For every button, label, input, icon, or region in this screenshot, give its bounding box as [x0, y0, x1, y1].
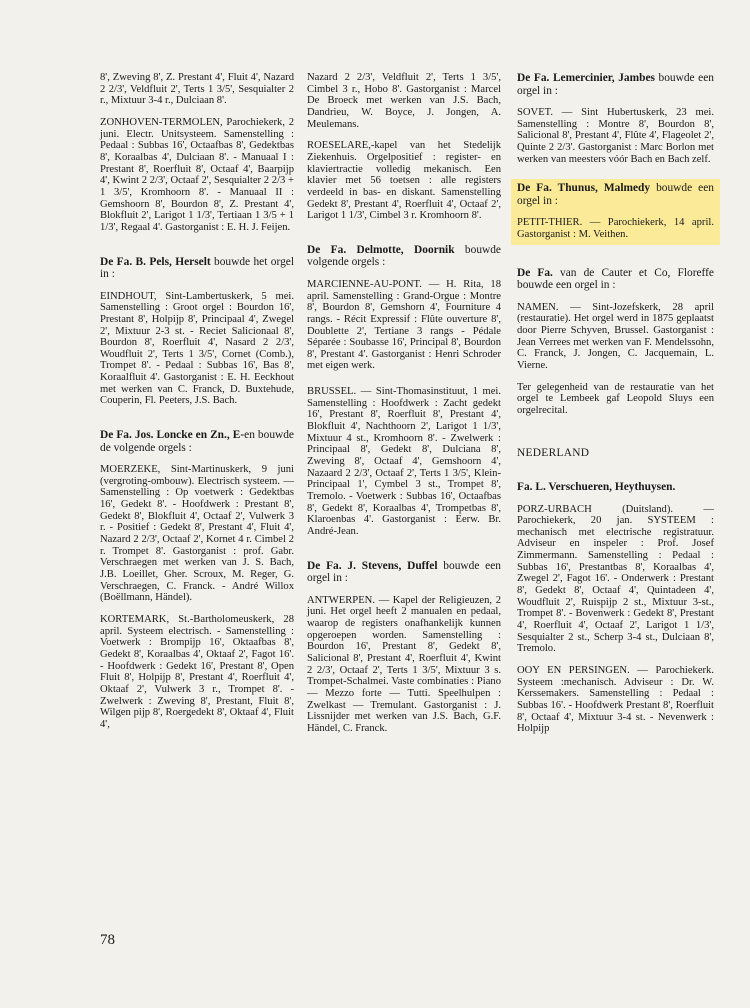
- spacer: [307, 585, 501, 595]
- paragraph: KORTEMARK, St.-Bartholomeuskerk, 28 april. Systeem electrisch. - Samenstelling : Voetwerk : Brompijp 16', Oktaafbas 8', Gedekt 8', Koraalbas 4', Oktaaf 2', Fagot 16'. - Hoofdwerk : Gedekt 16', Prestant 8', Open Fluit 8', Holpijp 8', Prestant 4', Roerfluit 4', Oktaaf 2', Vulwerk 3 r., Trompet 8'. - Zwelwerk : Zweving 8', Prestant, Fluit 8', Wilgen pijp 8', Roergedekt 8', Oktaaf 4', Fluit 4',: [100, 613, 297, 730]
- paragraph: 8', Zweving 8', Z. Prestant 4', Fluit 4', Nazard 2 2/3', Veldfluit 2', Terts 1 3/5', Sesquialter 2 r., Mixtuur 3-4 r., Dulciaan 8'.: [100, 72, 297, 107]
- spacer: [517, 292, 714, 302]
- spacer: [517, 372, 714, 382]
- spacer: [517, 494, 714, 504]
- builder-heading-rest: bouwde een orgel in :: [307, 559, 504, 585]
- highlighted-entry: [511, 179, 720, 244]
- paragraph: PETIT-THIER. — Parochiekerk, 14 april. Gastorganist : M. Veithen.: [517, 217, 717, 240]
- column-3: [517, 72, 717, 735]
- builder-name: De Fa.: [517, 266, 553, 279]
- spacer: [307, 538, 501, 560]
- spacer: [517, 655, 714, 665]
- builder-heading-rest: bouwde een orgel in :: [517, 182, 717, 207]
- spacer: [100, 454, 294, 464]
- builder-heading-rest: bouwde een orgel in :: [517, 72, 717, 97]
- paragraph: Ter gelegenheid van de restauratie van het orgel te Lembeek gaf Leopold Sluys een orgelrecital.: [517, 381, 717, 416]
- spacer: [307, 130, 501, 140]
- builder-name: De Fa. J. Stevens, Duffel: [307, 559, 438, 572]
- builder-heading: [100, 255, 297, 281]
- builder-name: De Fa. Jos. Loncke en Zn., E-: [100, 429, 245, 442]
- paragraph: Nazard 2 2/3', Veldfluit 2', Terts 1 3/5', Cimbel 3 r., Hobo 8'. Gastorganist : Marcel De Broeck met werken van J.S. Bach, Dandrieu, W. Boyce, J. Jongen, A. Meulemans.: [307, 72, 504, 130]
- column-2: [307, 72, 504, 735]
- spacer: [100, 234, 294, 256]
- spacer: [307, 372, 501, 386]
- spacer: [100, 407, 294, 429]
- builder-heading: [307, 559, 504, 585]
- paragraph: NAMEN. — Sint-Jozefskerk, 28 april (restauratie). Het orgel werd in 1875 geplaatst door Pierre Schyven, Brussel. Gastorganist : Jean Verrees met werken van F. Mendelssohn, C. Franck, J. Jongen, C. Jacquemain, L. Vierne.: [517, 301, 717, 371]
- paragraph: EINDHOUT, Sint-Lambertuskerk, 5 mei. Samenstelling : Groot orgel : Bourdon 16', Prestant 8', Holpijp 8', Principaal 4', Zwegel 2', Mixtuur 2-3 st. - Reciet Salicionaal 8', Bourdon 8', Roerfluit 4', Nasard 2 2/3', Woudfluit 2', Terts 1 3/5', Cornet (Comb.), Trompet 8'. - Pedaal : Subbas 16', Bas 8', Koraalfluit 4'. Gastorganist : E. H. Eeckhout met werken van C. Franck, D. Buxtehude, Couperin, Fl. Peeters, J.S. Bach.: [100, 290, 297, 407]
- spacer: [307, 269, 501, 279]
- spacer: [517, 417, 714, 447]
- paragraph: BRUSSEL. — Sint-Thomasinstituut, 1 mei. Samenstelling : Hoofdwerk : Zacht gedekt 16', Prestant 8', Roerfluit 8', Prestant 4', Blokfluit 4', Nachthoorn 2', Larigot 1 1/3', Mixtuur 4 st., Kromhoorn 8'. - Zwelwerk : Principaal 8', Gedekt 8', Dulciana 8', Zweving 8', Octaaf 4', Gemshoorn 4', Nazaard 2 2/3', Octaaf 2', Terts 1 3/5', Klein-Principaal 1', Cymbel 3 st., Trompet 8', Tremolo. - Voetwerk : Subbas 16', Octaafbas 8', Gedekt 8', Koraalbas 4', Trompetbas 8', Klaroenbas 4'. Gastorganist : Eerw. Br. André-Jean.: [307, 386, 504, 537]
- spacer: [307, 222, 501, 244]
- spacer: [517, 165, 714, 179]
- paragraph: ROESELARE,-kapel van het Stedelijk Ziekenhuis. Orgelpositief : register- en klaviertractie volledig mekanisch. Een klavier met 56 toetsen : alle registers verdeeld in bas- en diskant. Samenstelling Gedekt 8', Prestant 4', Roerfluit 4', Octaaf 2', Larigot 1 1/3', Cimbel 3 r. Kromhoorn 8'.: [307, 140, 504, 222]
- builder-name: De Fa. Lemercinier, Jambes: [517, 72, 655, 84]
- builder-name: De Fa. Delmotte, Doornik: [307, 243, 455, 256]
- builder-heading-rest: bouwde volgende orgels :: [307, 243, 504, 269]
- section-title: NEDERLAND: [517, 446, 590, 459]
- spacer: [100, 107, 294, 117]
- paragraph: OOY EN PERSINGEN. — Parochiekerk. Systeem :mechanisch. Adviseur : Dr. W. Kerssemakers. Samenstelling : Pedaal : Subbas 16'. - Hoofdwerk Prestant 8', Roerfluit 8', Octaaf 4', Mixtuur 3-4 st. - Nevenwerk : Holpijp: [517, 665, 717, 735]
- paragraph: SOVET. — Sint Hubertuskerk, 23 mei. Samenstelling : Montre 8', Bourdon 8', Salicional 8', Prestant 4', Flûte 4', Flageolet 2', Quinte 2 2/3'. Gastorganist : Marc Borlon met werken van meesters vóór Bach en Bach zelf.: [517, 107, 717, 165]
- spacer: [517, 207, 714, 217]
- paragraph: MARCIENNE-AU-PONT. — H. Rita, 18 april. Samenstelling : Grand-Orgue : Montre 8', Bourdon 8', Gemshorn 4', Fourniture 4 rangs. - Récit Expressif : Flûte ouverture 8', Doublette 2', Tertiane 3 rangs - Pédale Séparée : Soubasse 16', Principal 8', Bourdon 8', Prestant 4'. Gastorganist : Henri Schroder met eigen werk.: [307, 278, 504, 372]
- paragraph: MOERZEKE, Sint-Martinuskerk, 9 juni (vergroting-ombouw). Electrisch systeem. — Samenstelling : Op voetwerk : Gedektbas 16', Gedekt 8'. - Hoofdwerk : Prestant 8', Gedekt 8', Blokfluit 4', Octaaf 2', Vulwerk 3 r. - Positief : Gedekt 8', Prestant 4', Fluit 4', Nazard 2 2/3', Octaaf 2', Kornet 4 r. Cimbel 2 r. Trompet 8'. Gastorganist : prof. Gabr. Verschraegen met werken van J. S. Bach, J.B. Loeillet, Gher. Scroux, M. Reger, G. Verschraegen, C. Franck. - André Willox (Boëllmann, Händel).: [100, 464, 297, 604]
- builder-heading: [517, 182, 717, 207]
- paragraph: ZONHOVEN-TERMOLEN, Parochiekerk, 2 juni. Electr. Unitsysteem. Samenstelling : Pedaal : Subbas 16', Octaafbas 8', Gedektbas 8', Koraalbas 4', Dulciaan 8'. - Manuaal I : Prestant 8', Roerfluit 8', Octaaf 4', Baarpijp 4', Kwint 2 2/3', Octaaf 2', Sesquialter 2 2/3 + 1 3/5', Kromhoorn 8'. - Manuaal II : Gemshoorn 8', Bourdon 8', Z. Prestant 4', Blokfluit 2', Larigot 1 1/3', Tertiaan 1 3/5 + 1 1/3', Regaal 4'. Gastorganist : E. H. J. Feijen.: [100, 116, 297, 233]
- builder-heading-rest: bouwde het orgel in :: [100, 255, 297, 281]
- spacer: [517, 245, 714, 267]
- builder-heading: [307, 243, 504, 269]
- builder-heading-rest: van de Cauter et Co, Floreffe bouwde een orgel in :: [517, 266, 717, 292]
- builder-heading: [517, 481, 714, 494]
- builder-heading-rest: en bouwde de volgende orgels :: [100, 429, 297, 454]
- spacer: [517, 459, 714, 481]
- builder-heading: [517, 266, 717, 292]
- page-number: 78: [100, 932, 115, 948]
- builder-heading: [517, 72, 717, 97]
- paragraph: PORZ-URBACH (Duitsland). — Parochiekerk, 20 jan. SYSTEEM : mechanisch met electrische registratuur. Adviseur en inspeler : Prof. Josef Zimmermann. Samenstelling : Pedaal : Subbas 16', Prestantbas 8', Koraalbas 4', Zwegel 2', Fagot 16'. - Onderwerk : Prestant 8', Gedekt 8', Octaaf 4', Quintadeen 4', Woudfluit 2', Ruispijp 2 st., Mixtuur 3-st., Trompet 8'. - Bovenwerk : Gedekt 8', Prestant 4', Roerfluit 4', Octaaf 2', Larigot 1 1/3', Sesquialter 2 st., Scherp 3-4 st., Dulciaan 8', Tremolo.: [517, 503, 717, 655]
- paragraph: ANTWERPEN. — Kapel der Religieuzen, 2 juni. Het orgel heeft 2 manualen en pedaal, waarop de registers onafhankelijk kunnen opgeroepen worden. Samenstelling : Bourdon 16', Prestant 8', Gedekt 8', Salicional 8', Prestant 4', Roerfluit 4', Kwint 2 2/3', Octaaf 2', Terts 1 3/5', Mixtuur 3 s. Trompet-Schalmei. Vaste combinaties : Piano — Mezzo forte — Tutti. Speelhulpen : Zwelkast — Tremulant. Gastorganist : J. Lissnijder met werken van J.S. Bach, G.F. Händel, C. Franck.: [307, 594, 504, 734]
- builder-name: De Fa. Thunus, Malmedy: [517, 182, 651, 195]
- spacer: [517, 97, 714, 107]
- builder-name: Fa. L. Verschueren, Heythuysen.: [517, 481, 676, 493]
- spacer: [100, 604, 294, 614]
- builder-heading: [100, 429, 297, 454]
- spacer: [100, 281, 294, 291]
- builder-name: De Fa. B. Pels, Herselt: [100, 255, 211, 268]
- column-1: [100, 72, 297, 731]
